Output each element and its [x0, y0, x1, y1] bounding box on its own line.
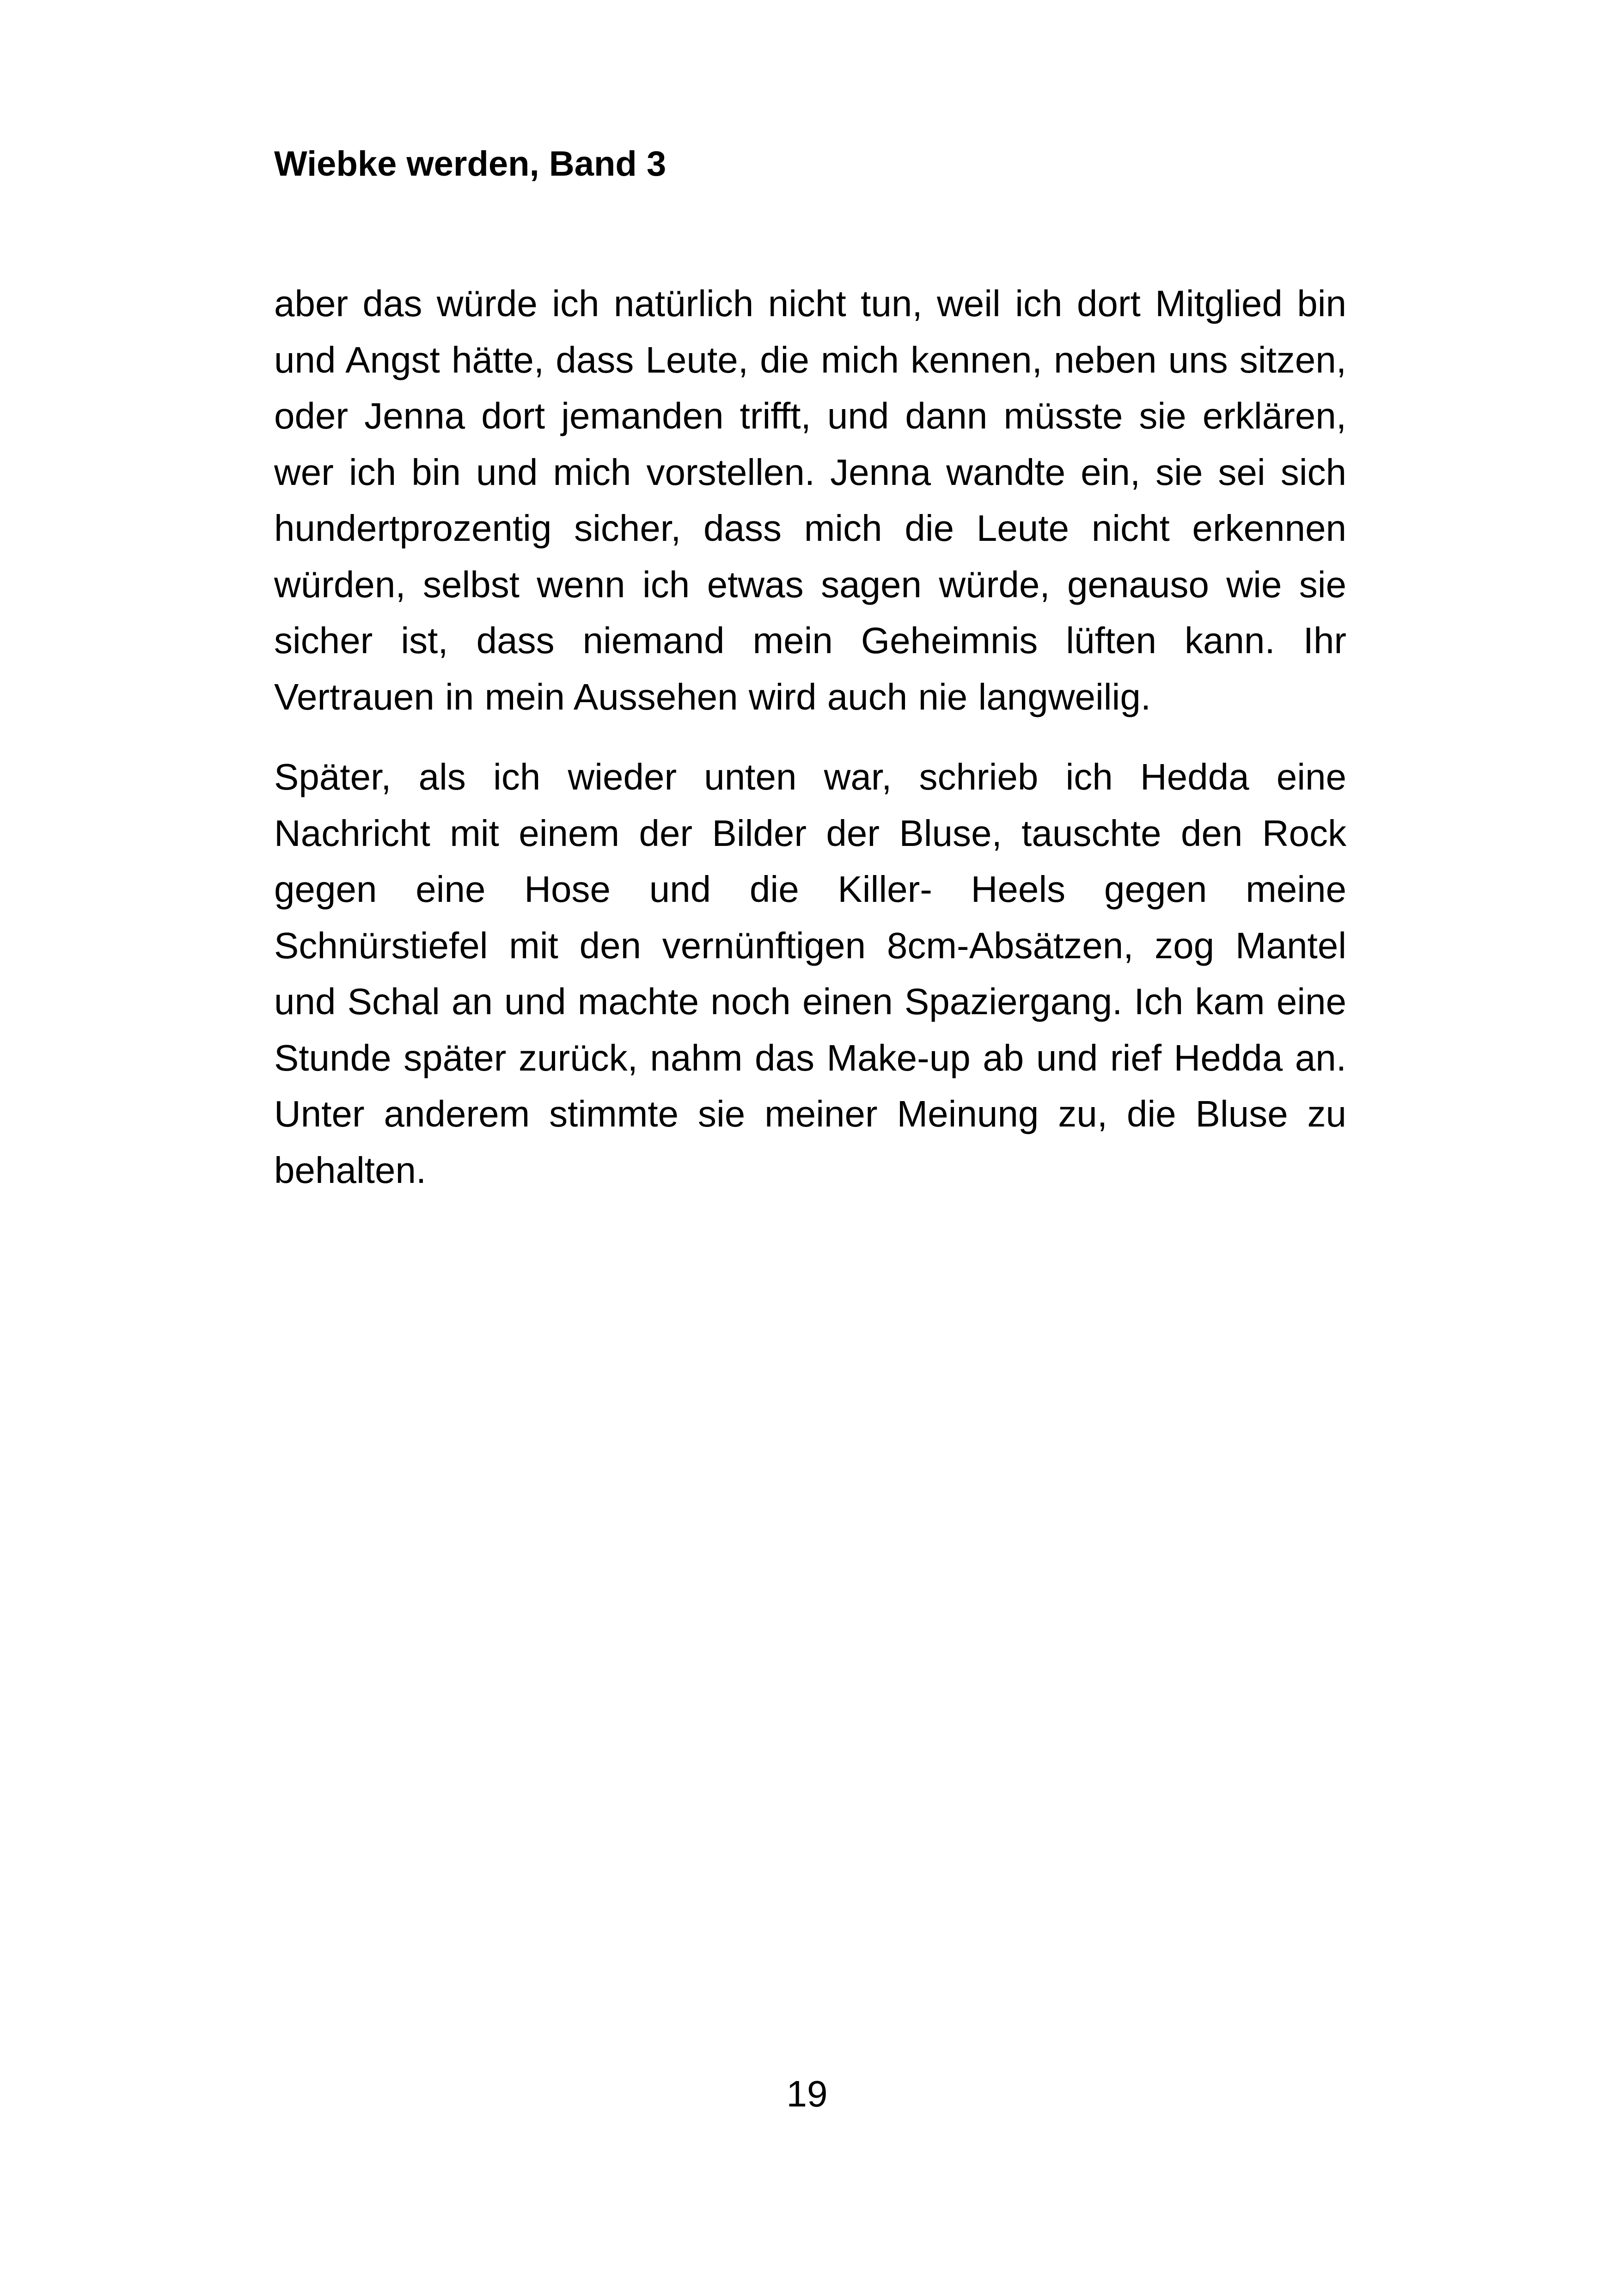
page-number: 19 [786, 2073, 828, 2114]
running-header-title: Wiebke werden, Band 3 [274, 144, 666, 184]
paragraph-1: aber das würde ich natürlich nicht tun, weil ich dort Mitglied bin und Angst hätte, dass Leute, die mich kennen, neben uns sitzen, oder Jenna dort jemanden trifft, und dann müsste sie erklären, wer ich bin und mich vorstellen. Jenna wandte ein, sie sei sich hundertprozentig sicher, dass mich die Leute nicht erkennen würden, selbst wenn ich etwas sagen würde, genauso wie sie sicher ist, dass niemand mein Geheimnis lüften kann. Ihr Vertrauen in mein Aussehen wird auch nie langweilig. [274, 283, 1346, 717]
paragraph-2: Später, als ich wieder unten war, schrieb ich Hedda eine Nachricht mit einem der Bilder der Bluse, tauschte den Rock gegen eine Hose und die Killer- Heels gegen meine Schnürstiefel mit den vernünftigen 8cm-Absätzen, zog Mantel und Schal an und machte noch einen Spaziergang. Ich kam eine Stunde später zurück, nahm das Make-up ab und rief Hedda an. Unter anderem stimmte sie meiner Meinung zu, die Bluse zu behalten. [274, 756, 1346, 1191]
body-text [274, 276, 1346, 1222]
